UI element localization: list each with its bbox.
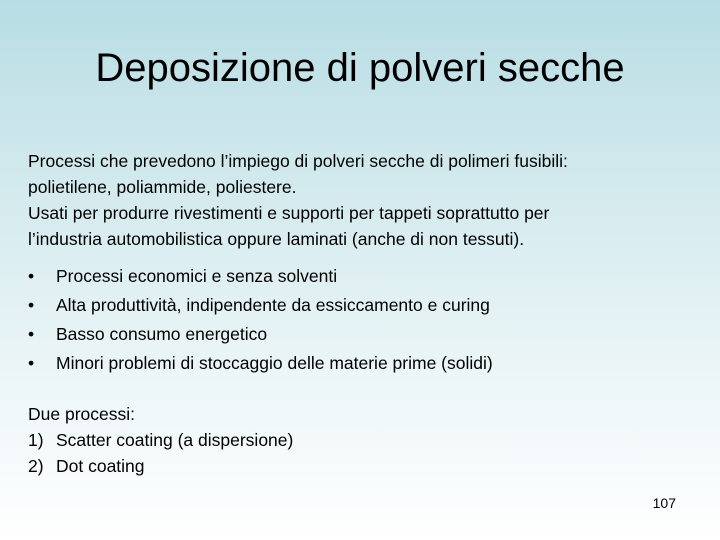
processes-heading: Due processi: [28, 404, 135, 424]
advantages-list [28, 262, 493, 378]
processes-section [28, 401, 293, 479]
list-item [28, 349, 493, 378]
intro-paragraph [28, 148, 568, 252]
process-item [28, 453, 293, 479]
list-item-text: Basso consumo energetico [56, 324, 268, 344]
bullet-icon: • [28, 295, 35, 315]
list-item [28, 320, 493, 349]
process-number: 1) [28, 430, 44, 450]
slide-title: Deposizione di polveri secche [95, 46, 625, 90]
intro-line: l’industria automobilistica oppure laminati (anche di non tessuti). [28, 229, 525, 249]
bullet-icon: • [28, 353, 35, 373]
process-number: 2) [28, 456, 44, 476]
process-text: Scatter coating (a dispersione) [56, 430, 294, 450]
process-item [28, 427, 293, 453]
bullet-icon: • [28, 324, 35, 344]
bullet-icon: • [28, 266, 35, 286]
list-item [28, 262, 493, 291]
process-text: Dot coating [56, 456, 145, 476]
intro-line: Processi che prevedono l’impiego di polveri secche di polimeri fusibili: [28, 151, 568, 171]
intro-line: Usati per produrre rivestimenti e supporti per tappeti soprattutto per [28, 203, 550, 223]
page-number: 107 [652, 495, 676, 511]
list-item [28, 291, 493, 320]
intro-line: polietilene, poliammide, poliestere. [28, 177, 297, 197]
list-item-text: Alta produttività, indipendente da essiccamento e curing [56, 295, 490, 315]
list-item-text: Minori problemi di stoccaggio delle materie prime (solidi) [56, 353, 493, 373]
list-item-text: Processi economici e senza solventi [56, 266, 338, 286]
